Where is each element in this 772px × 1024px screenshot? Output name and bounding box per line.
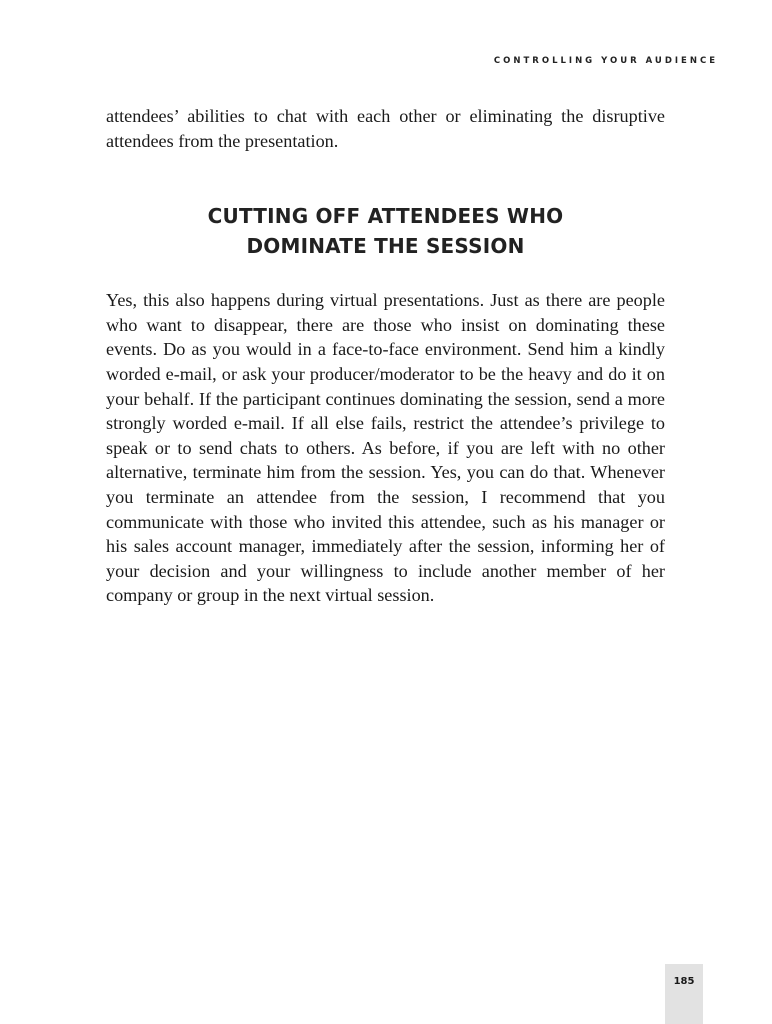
running-header: CONTROLLING YOUR AUDIENCE <box>493 56 718 66</box>
body-paragraph: Yes, this also happens during virtual presentations. Just as there are people who want to disappear, there are those who insist on dominating these events. Do as you would in a face-to-face environment. Send him a kindly worded e-mail, or ask your producer/moderator to be the heavy and do it on your behalf. If the participant continues dominating the session, send a more strongly worded e-mail. If all else fails, restrict the attendee’s privilege to speak or to send chats to others. As before, if you are left with no other alternative, terminate him from the session. Yes, you can do that. Whenever you terminate an attendee from the session, I recommend that you communicate with those who invited this attendee, such as his manager or his sales account manager, immediately after the session, informing her of your decision and your willingness to include another member of her company or group in the next virtual session. <box>106 290 665 606</box>
page-number-tab <box>665 964 703 1024</box>
page-number: 185 <box>673 976 695 987</box>
page-content <box>106 104 665 608</box>
section-heading: CUTTING OFF ATTENDEES WHO DOMINATE THE SESSION <box>207 204 564 259</box>
intro-paragraph: attendees’ abilities to chat with each other or eliminating the disruptive attendees from the presentation. <box>106 106 665 151</box>
